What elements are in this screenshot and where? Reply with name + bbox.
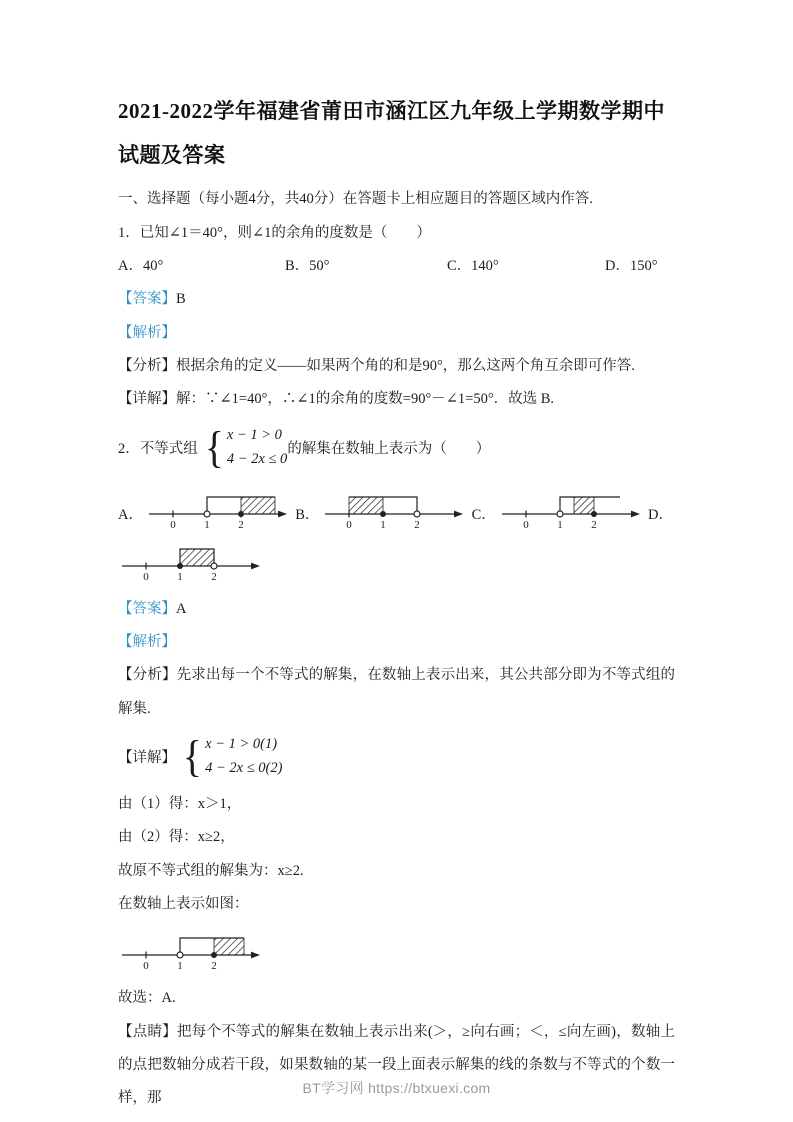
- tick-label: 0: [143, 960, 149, 972]
- system-brace: {: [182, 731, 202, 781]
- tick-label: 0: [170, 518, 176, 530]
- tick-label: 1: [557, 518, 563, 530]
- q1-option-b: B．50°: [285, 258, 330, 275]
- q2-answer-line: [118, 593, 675, 626]
- tick-label: 1: [177, 570, 183, 582]
- q2-step-3: 故原不等式组的解集为：x≥2.: [118, 862, 304, 879]
- jiexi-label: 【解析】: [118, 324, 176, 341]
- tick-label: 0: [346, 518, 353, 530]
- numberline-option-a: [145, 482, 295, 530]
- q1-stem: 1．已知∠1＝40°，则∠1的余角的度数是（ ）: [118, 224, 431, 241]
- q2-option-label-c: C．: [471, 506, 496, 523]
- q1-fenxi: 【分析】根据余角的定义——如果两个角的和是90°，那么这两个角互余即可作答.: [118, 358, 635, 375]
- q1-xiangjie: 【详解】解：∵∠1=40°，∴∠1的余角的度数=90°－∠1=50°．故选 B.: [118, 391, 555, 408]
- q2-step-4: 在数轴上表示如图：: [118, 895, 249, 912]
- inequality-1-numbered: x − 1 > 0(1): [205, 735, 278, 752]
- tick-label: 2: [238, 518, 244, 530]
- q2-option-label-a: A．: [118, 506, 143, 523]
- tick-label: 1: [177, 960, 183, 972]
- q2-xiangjie: [118, 733, 675, 781]
- numberline-option-c: [498, 482, 648, 530]
- q1-option-c: C．140°: [447, 258, 499, 275]
- q2-step-1: 由（1）得：x＞1，: [118, 795, 242, 812]
- system-brace: {: [204, 422, 224, 472]
- tick-label: 2: [591, 518, 597, 530]
- tick-label: 2: [211, 960, 217, 972]
- inequality-1: x − 1 > 0: [226, 426, 282, 443]
- jiexi-label: 【解析】: [118, 633, 176, 650]
- page-title: [118, 90, 675, 177]
- footer-watermark: BT学习网 https://btxuexi.com: [302, 1080, 491, 1096]
- q2-step-2: 由（2）得：x≥2，: [118, 829, 235, 846]
- tick-label: 1: [380, 518, 387, 530]
- q2-stem: [118, 424, 675, 472]
- q1-answer-value: B: [176, 291, 186, 308]
- xiangjie-label: 【详解】: [118, 750, 176, 767]
- q2-inequality-system-numbered: [205, 733, 282, 781]
- tick-label: 1: [204, 518, 210, 530]
- answer-label: 【答案】: [118, 291, 176, 308]
- q1-jiexi-line: [118, 317, 675, 350]
- q1-options: [118, 250, 675, 283]
- inequality-2: 4 − 2x ≤ 0: [226, 450, 288, 467]
- q2-solution-diagram-row: [118, 923, 675, 976]
- q2-conclusion: 故选：A.: [118, 990, 176, 1007]
- q1-option-a: A．40°: [118, 258, 164, 275]
- q2-jiexi-line: [118, 626, 675, 659]
- q2-fenxi: 【分析】先求出每一个不等式的解集，在数轴上表示出来，其公共部分即为不等式组的解集.: [118, 667, 675, 717]
- tick-label: 0: [523, 518, 529, 530]
- q2-inequality-system: [227, 424, 287, 472]
- inequality-2-numbered: 4 − 2x ≤ 0(2): [205, 759, 283, 776]
- q2-dianjing: 【点睛】把每个不等式的解集在数轴上表示出来(＞，≥向右画；＜，≤向左画)，数轴上的点把数轴分成若干段，如果数轴的某一段上面表示解集的线的条数与不等式的个数一样，那: [118, 1023, 675, 1107]
- tick-label: 2: [211, 570, 217, 582]
- q2-options-row: [118, 482, 675, 530]
- q2-option-label-d: D．: [648, 506, 674, 523]
- q2-stem-suffix: 的解集在数轴上表示为（ ）: [287, 441, 491, 458]
- answer-label: 【答案】: [118, 600, 176, 617]
- q1-option-d: D．150°: [605, 258, 658, 275]
- title-line-2: 试题及答案: [118, 142, 226, 167]
- q1-answer-line: [118, 283, 675, 316]
- tick-label: 0: [143, 570, 149, 582]
- tick-label: 2: [414, 518, 421, 530]
- q2-answer-value: A: [176, 600, 187, 617]
- q2-option-d-row: [118, 534, 675, 587]
- title-line-1: 2021-2022学年福建省莆田市涵江区九年级上学期数学期中: [118, 99, 665, 123]
- section-header: 一、选择题（每小题4分，共40分）在答题卡上相应题目的答题区域内作答.: [118, 191, 593, 208]
- q2-option-label-b: B．: [295, 506, 320, 523]
- numberline-option-b: [321, 482, 471, 530]
- numberline-option-d: [118, 534, 268, 582]
- q2-stem-prefix: 2．不等式组: [118, 441, 198, 458]
- numberline-solution: [118, 923, 268, 971]
